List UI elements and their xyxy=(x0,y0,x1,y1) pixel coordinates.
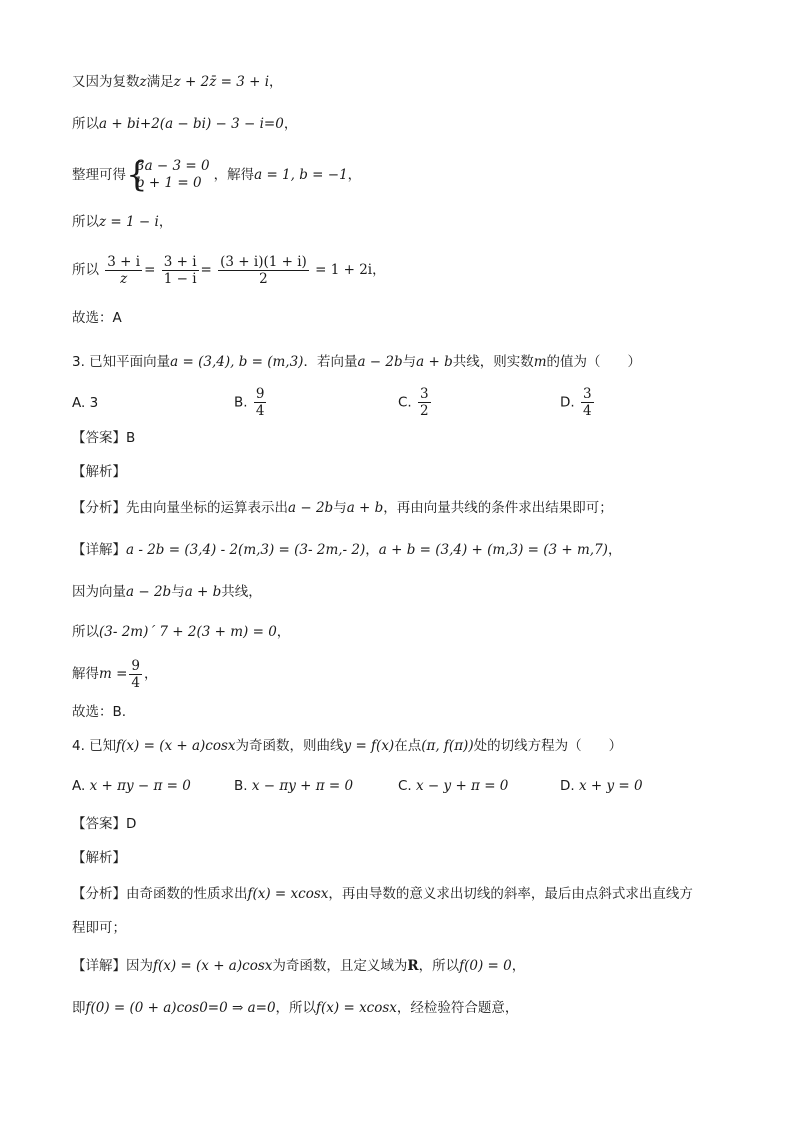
math-expr: a - 2b = (3,4) - 2(m,3) = (3- 2m,- 2) xyxy=(126,542,366,558)
numerator: 3 xyxy=(420,386,429,402)
math-expr: f(x) = (x + a)cosx xyxy=(116,738,236,754)
math-expr: x − y + π = 0 xyxy=(416,778,509,794)
text: 为奇函数，则曲线 xyxy=(235,738,344,754)
text: ， xyxy=(158,214,173,230)
math-expr: f(x) = (x + a)cosx xyxy=(153,958,273,974)
fraction xyxy=(105,254,142,287)
math-expr: f(0) = (0 + a)cos0=0 ⇒ a=0 xyxy=(85,1000,276,1016)
text: 为奇函数，且定义域为 xyxy=(272,958,408,974)
math-expr: x + y = 0 xyxy=(578,778,643,794)
fraction xyxy=(162,254,199,287)
analysis-text-cont: 程即可； xyxy=(72,920,126,936)
math-expr: m = xyxy=(99,666,128,682)
math-expr: y = f(x) xyxy=(343,738,395,754)
text: 所以 xyxy=(72,624,99,640)
text: ，所以 xyxy=(275,1000,317,1016)
math-expr: a − 2b xyxy=(126,584,172,600)
fraction xyxy=(129,658,142,691)
text: 【详解】因为 xyxy=(72,958,153,974)
numerator: 3 xyxy=(582,386,592,402)
text: 即 xyxy=(72,1000,86,1016)
text: 在点 xyxy=(394,738,422,754)
option-c xyxy=(398,778,508,794)
fraction xyxy=(254,386,267,419)
math-expr: x + πy − π = 0 xyxy=(89,778,191,794)
text: ， xyxy=(347,167,362,183)
text: ， xyxy=(144,666,158,682)
denominator: z xyxy=(120,270,128,287)
math-expr: a + b = (3,4) + (m,3) = (3 + m,7) xyxy=(378,542,608,558)
option-label: A. xyxy=(72,778,86,794)
denominator: 4 xyxy=(131,674,140,691)
line-choice: 故选：B. xyxy=(72,704,127,720)
text: 共线，则实数 xyxy=(452,354,534,370)
detail-text xyxy=(72,956,734,976)
math-expr: f(x) = xcosx xyxy=(247,886,329,902)
text: ．若向量 xyxy=(303,354,358,370)
var-m: m xyxy=(533,354,547,370)
option-label: B. xyxy=(234,778,248,794)
math-expr: a + bi+2(a − bi) − 3 − i=0 xyxy=(99,116,284,132)
math-expr: x − πy + π = 0 xyxy=(251,778,354,794)
question-4-options xyxy=(72,778,732,800)
option-b xyxy=(234,386,268,419)
text: 又因为复数 xyxy=(72,74,140,90)
math-expr: a + b xyxy=(184,584,222,600)
math-expr: (3- 2m)´ 7 + 2(3 + m) = 0 xyxy=(99,624,277,640)
detail-line xyxy=(72,622,734,642)
analysis-label: 【解析】 xyxy=(72,464,126,480)
denominator: 1 − i xyxy=(163,270,197,287)
option-label: D. xyxy=(560,394,575,411)
text: 因为向量 xyxy=(72,584,126,600)
math-expr: a = 1, b = −1 xyxy=(254,167,348,183)
line-complex-condition xyxy=(72,72,734,92)
fraction xyxy=(581,386,594,419)
option-d xyxy=(560,386,596,419)
detail-text xyxy=(72,540,734,560)
text: 所以 xyxy=(72,116,99,132)
text: 共线， xyxy=(221,584,262,600)
line-expansion xyxy=(72,114,734,134)
text: 与 xyxy=(171,584,185,600)
text: ， xyxy=(365,542,379,558)
math-expr: a + b xyxy=(346,500,384,516)
text: ， xyxy=(269,74,283,90)
math-expr: a − 2b xyxy=(288,500,334,516)
numerator: 9 xyxy=(131,657,140,674)
question-4-stem xyxy=(72,736,734,756)
option-a xyxy=(72,778,191,794)
text: ，解得 xyxy=(213,167,255,183)
equation-system xyxy=(126,155,210,195)
line-system xyxy=(72,156,734,194)
text: 3. 已知平面向量 xyxy=(72,354,171,370)
text: 【详解】 xyxy=(72,542,126,558)
text: ，再由导数的意义求出切线的斜率，最后由点斜式求出直线方 xyxy=(328,886,693,902)
text: 解得 xyxy=(72,666,99,682)
math-expr: = 1 + 2i xyxy=(315,262,373,278)
question-3-stem xyxy=(72,352,734,372)
text: 所以 xyxy=(72,262,99,278)
detail-line xyxy=(72,998,734,1018)
option-label: C. xyxy=(398,394,412,411)
math-expr: f(0) = 0 xyxy=(459,958,512,974)
denominator: 4 xyxy=(582,403,592,419)
math-expr: z + 2z̄ = 3 + i xyxy=(173,74,270,90)
math-expr: z = 1 − i xyxy=(99,214,159,230)
detail-line xyxy=(72,582,734,602)
numerator: 3 + i xyxy=(107,253,141,270)
fraction xyxy=(418,386,431,419)
brace-icon: { xyxy=(126,155,148,195)
math-expr: f(x) = xcosx xyxy=(316,1000,397,1016)
option-label: B. xyxy=(234,394,248,411)
text: ，经检验符合题意， xyxy=(396,1000,519,1016)
line-z-value xyxy=(72,212,734,232)
analysis-text xyxy=(72,498,734,518)
text: 所以 xyxy=(72,214,99,230)
option-d xyxy=(560,778,643,794)
text: 4. 已知 xyxy=(72,738,117,754)
var-z: z xyxy=(139,74,147,90)
text: 整理可得 xyxy=(72,167,126,183)
text: 【分析】由奇函数的性质求出 xyxy=(72,886,248,902)
option-c xyxy=(398,386,433,419)
text: ， xyxy=(372,262,386,278)
analysis-label: 【解析】 xyxy=(72,850,126,866)
real-set-symbol: R xyxy=(407,958,419,974)
denominator: 2 xyxy=(259,270,268,287)
text: ， xyxy=(511,958,526,974)
option-label: D. xyxy=(560,778,575,794)
text: ，所以 xyxy=(418,958,460,974)
option-a: A. 3 xyxy=(72,395,99,411)
denominator: 2 xyxy=(420,403,429,419)
numerator: (3 + i)(1 + i) xyxy=(220,253,307,270)
line-choice: 故选：A xyxy=(72,310,122,326)
detail-line xyxy=(72,656,734,692)
text: ， xyxy=(607,542,622,558)
text: 处的切线方程为（ ） xyxy=(473,738,623,754)
text: 与 xyxy=(333,500,347,516)
numerator: 3 + i xyxy=(163,253,197,270)
line-division: 所以 $\frac{3 + i}{z}$ = $\frac{3 + i}{1 - i}$ = $\frac{(3 + i)(1 + i)}{2}$ = 1 + 2i， xyxy=(72,253,386,287)
question-3-options xyxy=(72,386,732,426)
system-row: b + 1 = 0 xyxy=(136,175,202,191)
text: ，再由向量共线的条件求出结果即可； xyxy=(383,500,613,516)
system-row: 3a − 3 = 0 xyxy=(136,158,210,174)
fraction xyxy=(218,254,309,287)
option-b xyxy=(234,778,353,794)
numerator: 9 xyxy=(255,386,265,402)
text: 满足 xyxy=(146,74,174,90)
option-label: C. xyxy=(398,778,412,794)
answer-label: 【答案】B xyxy=(72,430,136,446)
math-expr: (π, f(π)) xyxy=(421,738,474,754)
math-expr: a − 2b xyxy=(357,354,403,370)
denominator: 4 xyxy=(255,403,265,419)
text: ， xyxy=(276,624,291,640)
text: 【分析】先由向量坐标的运算表示出 xyxy=(72,500,288,516)
text: 的值为（ ） xyxy=(546,354,642,370)
text: 与 xyxy=(402,354,417,370)
text: ， xyxy=(283,116,298,132)
answer-label: 【答案】D xyxy=(72,816,137,832)
analysis-text xyxy=(72,884,734,904)
math-expr: a + b xyxy=(416,354,453,370)
math-expr: a = (3,4), b = (m,3) xyxy=(170,354,304,370)
